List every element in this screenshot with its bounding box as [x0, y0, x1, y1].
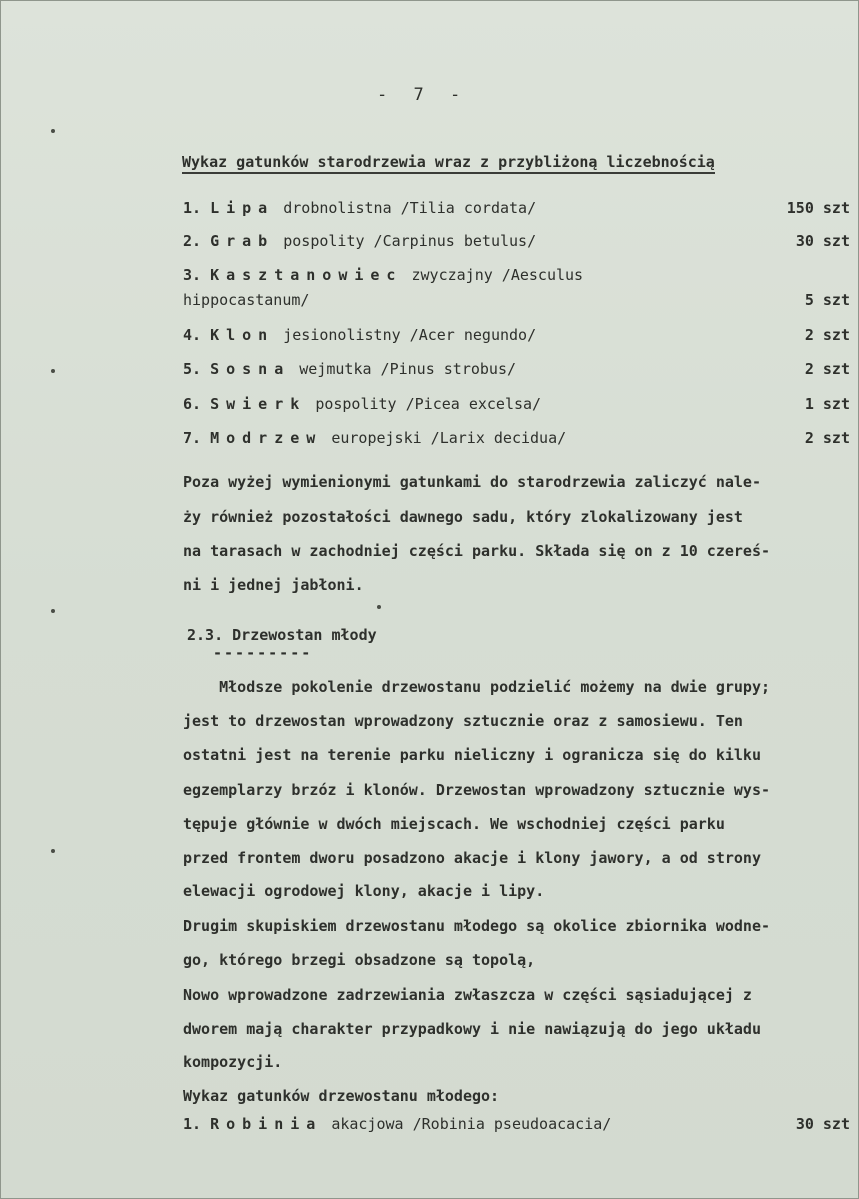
- species-list-heading: [182, 153, 715, 171]
- species-row-3: [183, 266, 850, 288]
- paragraph-2-line: Młodsze pokolenie drzewostanu podzielić możemy na dwie grupy;: [183, 678, 770, 696]
- species-genus: Sosna: [210, 360, 291, 378]
- species-count: 30 szt: [795, 1115, 850, 1133]
- species-row-1: [183, 199, 850, 221]
- species-name: zwyczajny /Aesculus: [411, 266, 584, 284]
- paragraph-2-line: dworem mają charakter przypadkowy i nie nawiązują do jego układu: [183, 1020, 761, 1038]
- species-name: akacjowa /Robinia pseudoacacia/: [331, 1115, 612, 1133]
- species-number: 1.: [183, 1115, 202, 1133]
- page-number: - 7 -: [377, 85, 469, 105]
- species-row-7: [183, 429, 850, 451]
- species-name: jesionolistny /Acer negundo/: [283, 326, 537, 344]
- species-number: 2.: [183, 232, 202, 250]
- species-list-heading-text: Wykaz gatunków starodrzewia wraz z przybliżoną liczebnością: [182, 153, 715, 174]
- young-species-heading: Wykaz gatunków drzewostanu młodego:: [183, 1087, 500, 1105]
- species-name: pospolity /Picea excelsa/: [315, 395, 542, 413]
- species-row-6: [183, 395, 850, 417]
- species-name: drobnolistna /Tilia cordata/: [283, 199, 537, 217]
- species-number: 4.: [183, 326, 202, 344]
- species-number: 5.: [183, 360, 202, 378]
- species-genus: Swierk: [210, 395, 307, 413]
- species-number: 1.: [183, 199, 202, 217]
- section-title: 2.3. Drzewostan młody: [187, 626, 377, 644]
- paragraph-1-line: ni i jednej jabłoni.: [183, 576, 364, 594]
- species-row-3-cont: [183, 291, 850, 313]
- species-number: 3.: [183, 266, 202, 284]
- paragraph-1-line: ży również pozostałości dawnego sadu, który zlokalizowany jest: [183, 508, 743, 526]
- species-genus: Modrzew: [210, 429, 323, 447]
- paragraph-2-line: Drugim skupiskiem drzewostanu młodego są okolice zbiornika wodne-: [183, 917, 770, 935]
- species-count: 2 szt: [804, 326, 850, 344]
- species-genus: Robinia: [210, 1115, 323, 1133]
- species-count: 30 szt: [795, 232, 850, 250]
- species-row-4: [183, 326, 850, 348]
- species-genus: Kasztanowiec: [210, 266, 403, 284]
- paragraph-2-line: Nowo wprowadzone zadrzewiania zwłaszcza w części sąsiadującej z: [183, 986, 752, 1004]
- species-count: 5 szt: [804, 291, 850, 309]
- margin-mark: [51, 849, 55, 853]
- species-number: 7.: [183, 429, 202, 447]
- species-genus: Lipa: [210, 199, 275, 217]
- margin-mark: [51, 129, 55, 133]
- species-row-2: [183, 232, 850, 254]
- paragraph-2-line: go, którego brzegi obsadzone są topolą,: [183, 951, 536, 969]
- young-species-row-1: [183, 1115, 850, 1137]
- species-row-5: [183, 360, 850, 382]
- margin-mark: [51, 609, 55, 613]
- paragraph-2-line: elewacji ogrodowej klony, akacje i lipy.: [183, 882, 545, 900]
- paragraph-2-line: kompozycji.: [183, 1053, 283, 1071]
- species-number: 6.: [183, 395, 202, 413]
- species-name: wejmutka /Pinus strobus/: [299, 360, 517, 378]
- species-name: europejski /Larix decidua/: [331, 429, 567, 447]
- species-name-continued: hippocastanum/: [183, 291, 310, 309]
- species-count: 2 szt: [804, 360, 850, 378]
- section-title-underline: ---------: [213, 644, 313, 662]
- paragraph-1-line: Poza wyżej wymienionymi gatunkami do starodrzewia zaliczyć nale-: [183, 473, 761, 491]
- paragraph-2-line: egzemplarzy brzóz i klonów. Drzewostan wprowadzony sztucznie wys-: [183, 781, 770, 799]
- margin-mark: [377, 605, 381, 609]
- paragraph-2-line: jest to drzewostan wprowadzony sztucznie oraz z samosiewu. Ten: [183, 712, 743, 730]
- species-name: pospolity /Carpinus betulus/: [283, 232, 537, 250]
- species-genus: Grab: [210, 232, 275, 250]
- species-count: 2 szt: [804, 429, 850, 447]
- species-count: 1 szt: [804, 395, 850, 413]
- margin-mark: [51, 369, 55, 373]
- paragraph-2-line: tępuje głównie w dwóch miejscach. We wschodniej części parku: [183, 815, 725, 833]
- paragraph-1-line: na tarasach w zachodniej części parku. Składa się on z 10 czereś-: [183, 542, 770, 560]
- species-genus: Klon: [210, 326, 275, 344]
- paragraph-2-line: ostatni jest na terenie parku nieliczny i ogranicza się do kilku: [183, 746, 761, 764]
- paragraph-2-line: przed frontem dworu posadzono akacje i klony jawory, a od strony: [183, 849, 761, 867]
- species-count: 150 szt: [786, 199, 850, 217]
